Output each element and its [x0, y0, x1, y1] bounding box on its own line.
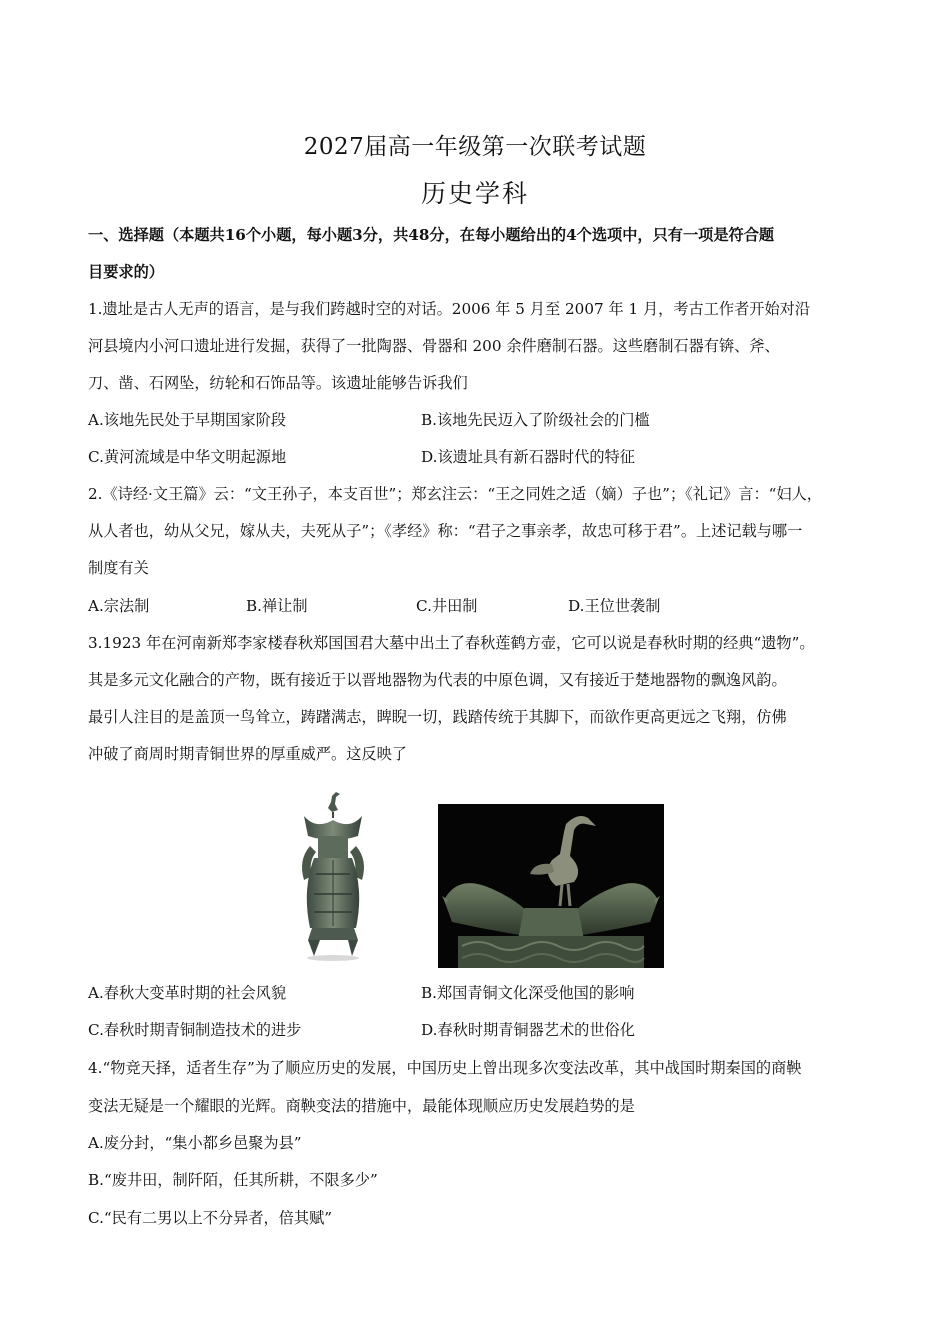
q3-stem-line-3: 最引人注目的是盖顶一鸟耸立，踌躇满志，睥睨一切，践踏传统于其脚下，而欲作更高更远之飞翔，仿佛 [88, 708, 787, 726]
q1-option-c: C.黄河流域是中华文明起源地 [88, 448, 287, 466]
q3-option-c: C.春秋时期青铜制造技术的进步 [88, 1021, 302, 1039]
q1-option-a: A.该地先民处于早期国家阶段 [88, 411, 287, 429]
q3-option-b: B.郑国青铜文化深受他国的影响 [421, 984, 635, 1002]
q1-option-b: B.该地先民迈入了阶级社会的门槛 [421, 411, 650, 429]
q3-stem-line-1: 3.1923 年在河南新郑李家楼春秋郑国国君大墓中出土了春秋莲鹤方壶，它可以说是春秋时期的经典“遗物”。 [88, 634, 815, 652]
q3-stem-line-2: 其是多元文化融合的产物，既有接近于以晋地器物为代表的中原色调，又有接近于楚地器物的飘逸风韵。 [88, 671, 787, 689]
section-heading-line-1: 一、选择题（本题共16个小题，每小题3分，共48分，在每小题给出的4个选项中，只有一项是符合题 [88, 226, 775, 244]
q1-stem-line-2: 河县境内小河口遗址进行发掘，获得了一批陶器、骨器和 200 余件磨制石器。这些磨制石器有锛、斧、 [88, 337, 780, 355]
q2-stem-line-1: 2.《诗经·文王篇》云：“文王孙子，本支百世”；郑玄注云：“王之同姓之适（嫡）子也”；《礼记》言：“妇人， [88, 485, 822, 503]
q2-stem-line-3: 制度有关 [88, 559, 149, 577]
q4-stem-line-1: 4.“物竞天择，适者生存”为了顺应历史的发展，中国历史上曾出现多次变法改革，其中战国时期秦国的商鞅 [88, 1059, 802, 1077]
q2-option-a: A.宗法制 [88, 597, 150, 615]
q1-stem-line-3: 刀、凿、石网坠，纺轮和石饰品等。该遗址能够告诉我们 [88, 374, 468, 392]
q2-option-c: C.井田制 [416, 597, 478, 615]
section-heading-line-2: 目要求的） [88, 263, 164, 281]
q3-option-d: D.春秋时期青铜器艺术的世俗化 [421, 1021, 635, 1039]
q2-option-b: B.禅让制 [246, 597, 308, 615]
subject-title: 历史学科 [420, 179, 529, 208]
q1-stem-line-1: 1.遗址是古人无声的语言，是与我们跨越时空的对话。2006 年 5 月至 2007 年 1 月，考古工作者开始对沿 [88, 300, 811, 318]
exam-title: 2027届高一年级第一次联考试题 [303, 134, 647, 160]
q4-option-c: C.“民有二男以上不分异者，倍其赋” [88, 1209, 333, 1227]
crane-lid-closeup-photo [438, 804, 664, 968]
q1-option-d: D.该遗址具有新石器时代的特征 [421, 448, 635, 466]
q3-stem-line-4: 冲破了商周时期青铜世界的厚重威严。这反映了 [88, 745, 407, 763]
q3-option-a: A.春秋大变革时期的社会风貌 [88, 984, 287, 1002]
q2-stem-line-2: 从人者也，幼从父兄，嫁从夫，夫死从子”；《孝经》称：“君子之事亲孝，故忠可移于君”。上述记载与哪一 [88, 522, 803, 540]
q4-option-a: A.废分封，“集小都乡邑聚为县” [88, 1134, 302, 1152]
q4-stem-line-2: 变法无疑是一个耀眼的光辉。商鞅变法的措施中，最能体现顺应历史发展趋势的是 [88, 1097, 635, 1115]
lotus-crane-pot-photo [292, 790, 374, 966]
q2-option-d: D.王位世袭制 [568, 597, 661, 615]
q4-option-b: B.“废井田，制阡陌，任其所耕，不限多少” [88, 1171, 378, 1189]
